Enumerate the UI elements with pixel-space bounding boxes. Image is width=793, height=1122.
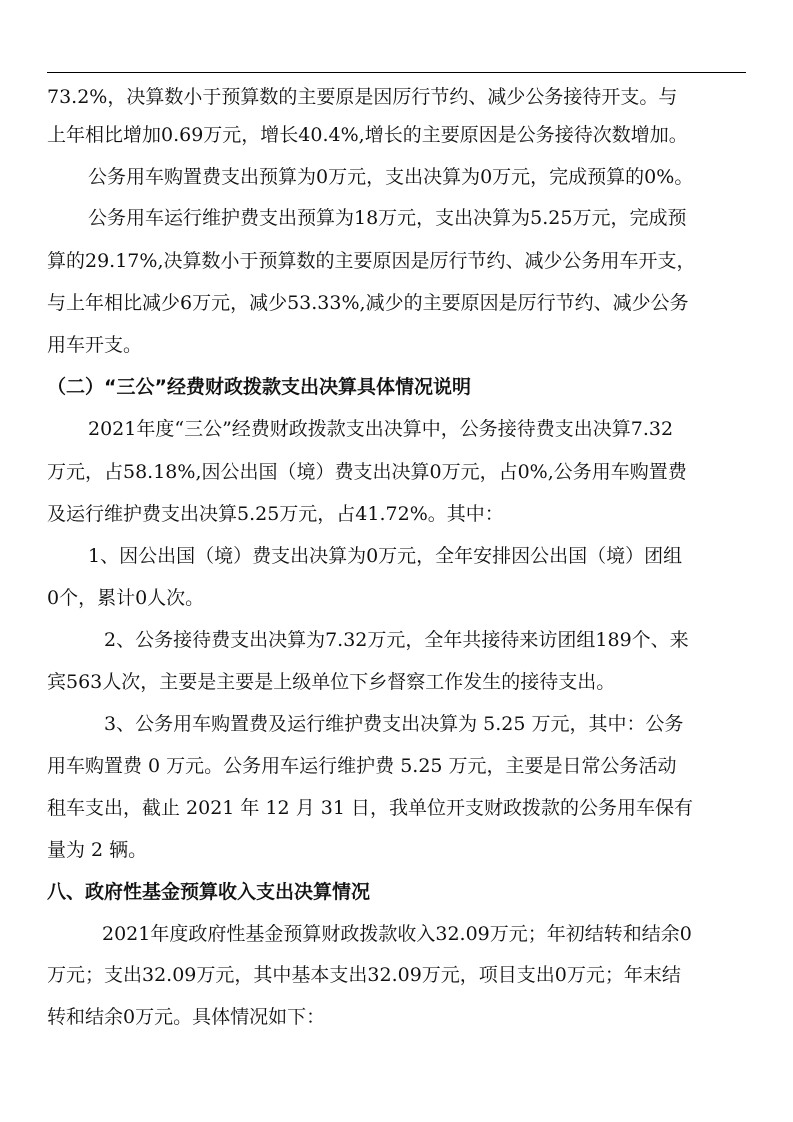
list-item-line: 0个，累计0人次。	[47, 587, 205, 609]
para-line: 2021年度政府性基金预算财政拨款收入32.09万元；年初结转和结余0	[102, 923, 692, 945]
list-item-line: 1、因公出国（境）费支出决算为0万元，全年安排因公出国（境）团组	[88, 545, 683, 567]
para-line: 与上年相比减少6万元，减少53.33%,减少的主要原因是厉行节约、减少公务	[47, 292, 689, 314]
section-heading-fund: 八、政府性基金预算收入支出决算情况	[47, 881, 371, 903]
list-item-line: 租车支出，截止 2021 年 12 月 31 日，我单位开支财政拨款的公务用车保有	[47, 797, 693, 819]
list-item-line: 3、公务用车购置费及运行维护费支出决算为 5.25 万元，其中：公务	[104, 713, 684, 735]
para-line: 公务用车购置费支出预算为0万元，支出决算为0万元，完成预算的0%。	[88, 166, 694, 188]
list-item-line: 宾563人次，主要是主要是上级单位下乡督察工作发生的接待支出。	[47, 671, 616, 693]
para-line: 万元；支出32.09万元，其中基本支出32.09万元，项目支出0万元；年末结	[47, 964, 681, 986]
para-line: 用车开支。	[47, 334, 143, 356]
para-line: 转和结余0万元。具体情况如下：	[47, 1006, 326, 1028]
para-line: 及运行维护费支出决算5.25万元，占41.72%。其中：	[47, 503, 504, 525]
para-line: 公务用车运行维护费支出预算为18万元，支出决算为5.25万元，完成预	[88, 207, 687, 229]
para-line: 上年相比增加0.69万元，增长40.4%,增长的主要原因是公务接待次数增加。	[47, 124, 688, 146]
section-heading-sangong: （二）“三公”经费财政拨款支出决算具体情况说明	[47, 376, 471, 398]
list-item-line: 用车购置费 0 万元。公务用车运行维护费 5.25 万元，主要是日常公务活动	[47, 755, 677, 777]
header-rule	[47, 72, 746, 73]
para-line: 73.2%，决算数小于预算数的主要原是因厉行节约、减少公务接待开支。与	[47, 86, 678, 108]
list-item-line: 2、公务接待费支出决算为7.32万元，全年共接待来访团组189个、来	[104, 629, 689, 651]
para-line: 2021年度“三公”经费财政拨款支出决算中，公务接待费支出决算7.32	[88, 418, 674, 440]
list-item-line: 量为 2 辆。	[47, 839, 148, 861]
para-line: 算的29.17%,决算数小于预算数的主要原因是厉行节约、减少公务用车开支，	[47, 250, 696, 272]
para-line: 万元，占58.18%,因公出国（境）费支出决算0万元，占0%,公务用车购置费	[47, 461, 687, 483]
